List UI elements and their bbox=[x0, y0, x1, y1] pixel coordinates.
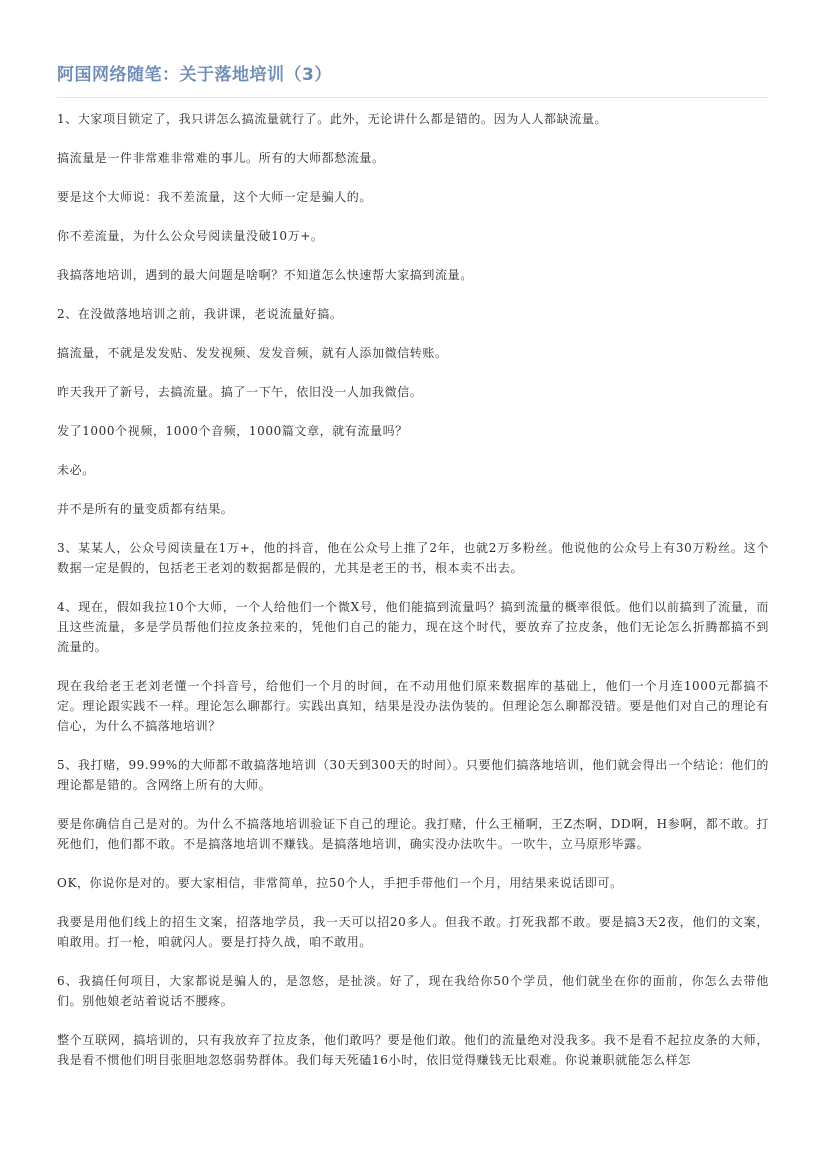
paragraph: 我搞落地培训，遇到的最大问题是啥啊？不知道怎么快速帮大家搞到流量。 bbox=[57, 268, 473, 282]
paragraph: 整个互联网，搞培训的，只有我放弃了拉皮条，他们敢吗？要是他们敢。他们的流量绝对没我多。我不是看不起拉皮条的大师，我是看不惯他们明目张胆地忽悠弱势群体。我们每天死磕16小时，依旧觉得赚钱无比艰难。你说兼职就能怎么样怎 bbox=[57, 1033, 769, 1067]
paragraph: 3、某某人，公众号阅读量在1万+，他的抖音，他在公众号上推了2年，也就2万多粉丝。他说他的公众号上有30万粉丝。这个数据一定是假的，包括老王老刘的数据都是假的，尤其是老王的书，根本卖不出去。 bbox=[57, 541, 769, 575]
paragraph: 搞流量是一件非常难非常难的事儿。所有的大师都愁流量。 bbox=[57, 151, 385, 165]
paragraph: 发了1000个视频，1000个音频，1000篇文章，就有流量吗？ bbox=[57, 424, 408, 438]
paragraph: 要是这个大师说：我不差流量，这个大师一定是骗人的。 bbox=[57, 190, 373, 204]
paragraph: 我要是用他们线上的招生文案，招落地学员，我一天可以招20多人。但我不敢。打死我都不敢。要是搞3天2夜，他们的文案，咱敢用。打一枪，咱就闪人。要是打持久战，咱不敢用。 bbox=[57, 915, 769, 949]
article bbox=[57, 62, 769, 1089]
paragraph: 1、大家项目锁定了，我只讲怎么搞流量就行了。此外，无论讲什么都是错的。因为人人都缺流量。 bbox=[57, 112, 608, 126]
paragraph: 4、现在，假如我拉10个大师，一个人给他们一个微X号，他们能搞到流量吗？搞到流量的概率很低。他们以前搞到了流量，而且这些流量，多是学员帮他们拉皮条拉来的，凭他们自己的能力，现在这个时代，要放弃了拉皮条，他们无论怎么折腾都搞不到流量的。 bbox=[57, 600, 769, 654]
paragraph: 你不差流量，为什么公众号阅读量没破10万+。 bbox=[57, 229, 324, 243]
paragraph: 2、在没做落地培训之前，我讲课，老说流量好搞。 bbox=[57, 307, 343, 321]
title-divider bbox=[57, 97, 769, 98]
paragraph: 并不是所有的量变质都有结果。 bbox=[57, 502, 234, 516]
paragraph: OK，你说你是对的。要大家相信，非常简单，拉50个人，手把手带他们一个月，用结果来说话即可。 bbox=[57, 876, 623, 890]
paragraph: 搞流量，不就是发发贴、发发视频、发发音频，就有人添加微信转账。 bbox=[57, 346, 448, 360]
article-title: 阿国网络随笔：关于落地培训（3） bbox=[57, 65, 332, 85]
paragraph: 5、我打赌，99.99%的大师都不敢搞落地培训（30天到300天的时间）。只要他们搞落地培训，他们就会得出一个结论：他们的理论都是错的。含网络上所有的大师。 bbox=[57, 758, 769, 792]
paragraph: 现在我给老王老刘老懂一个抖音号，给他们一个月的时间，在不动用他们原来数据库的基础上，他们一个月连1000元都搞不定。理论跟实践不一样。理论怎么聊都行。实践出真知，结果是没办法伪装的。但理论怎么聊都没错。要是他们对自己的理论有信心，为什么不搞落地培训？ bbox=[57, 679, 769, 733]
paragraph: 昨天我开了新号，去搞流量。搞了一下午，依旧没一人加我微信。 bbox=[57, 385, 423, 399]
paragraph: 要是你确信自己是对的。为什么不搞落地培训验证下自己的理论。我打赌，什么王桶啊，王Z杰啊，DD啊，H参啊，都不敢。打死他们，他们都不敢。不是搞落地培训不赚钱。是搞落地培训，确实没办法吹牛。一吹牛，立马原形毕露。 bbox=[57, 817, 769, 851]
paragraph: 未必。 bbox=[57, 463, 95, 477]
paragraph: 6、我搞任何项目，大家都说是骗人的，是忽悠，是扯淡。好了，现在我给你50个学员，他们就坐在你的面前，你怎么去带他们。别他娘老站着说话不腰疼。 bbox=[57, 974, 769, 1008]
article-body bbox=[57, 109, 769, 1070]
